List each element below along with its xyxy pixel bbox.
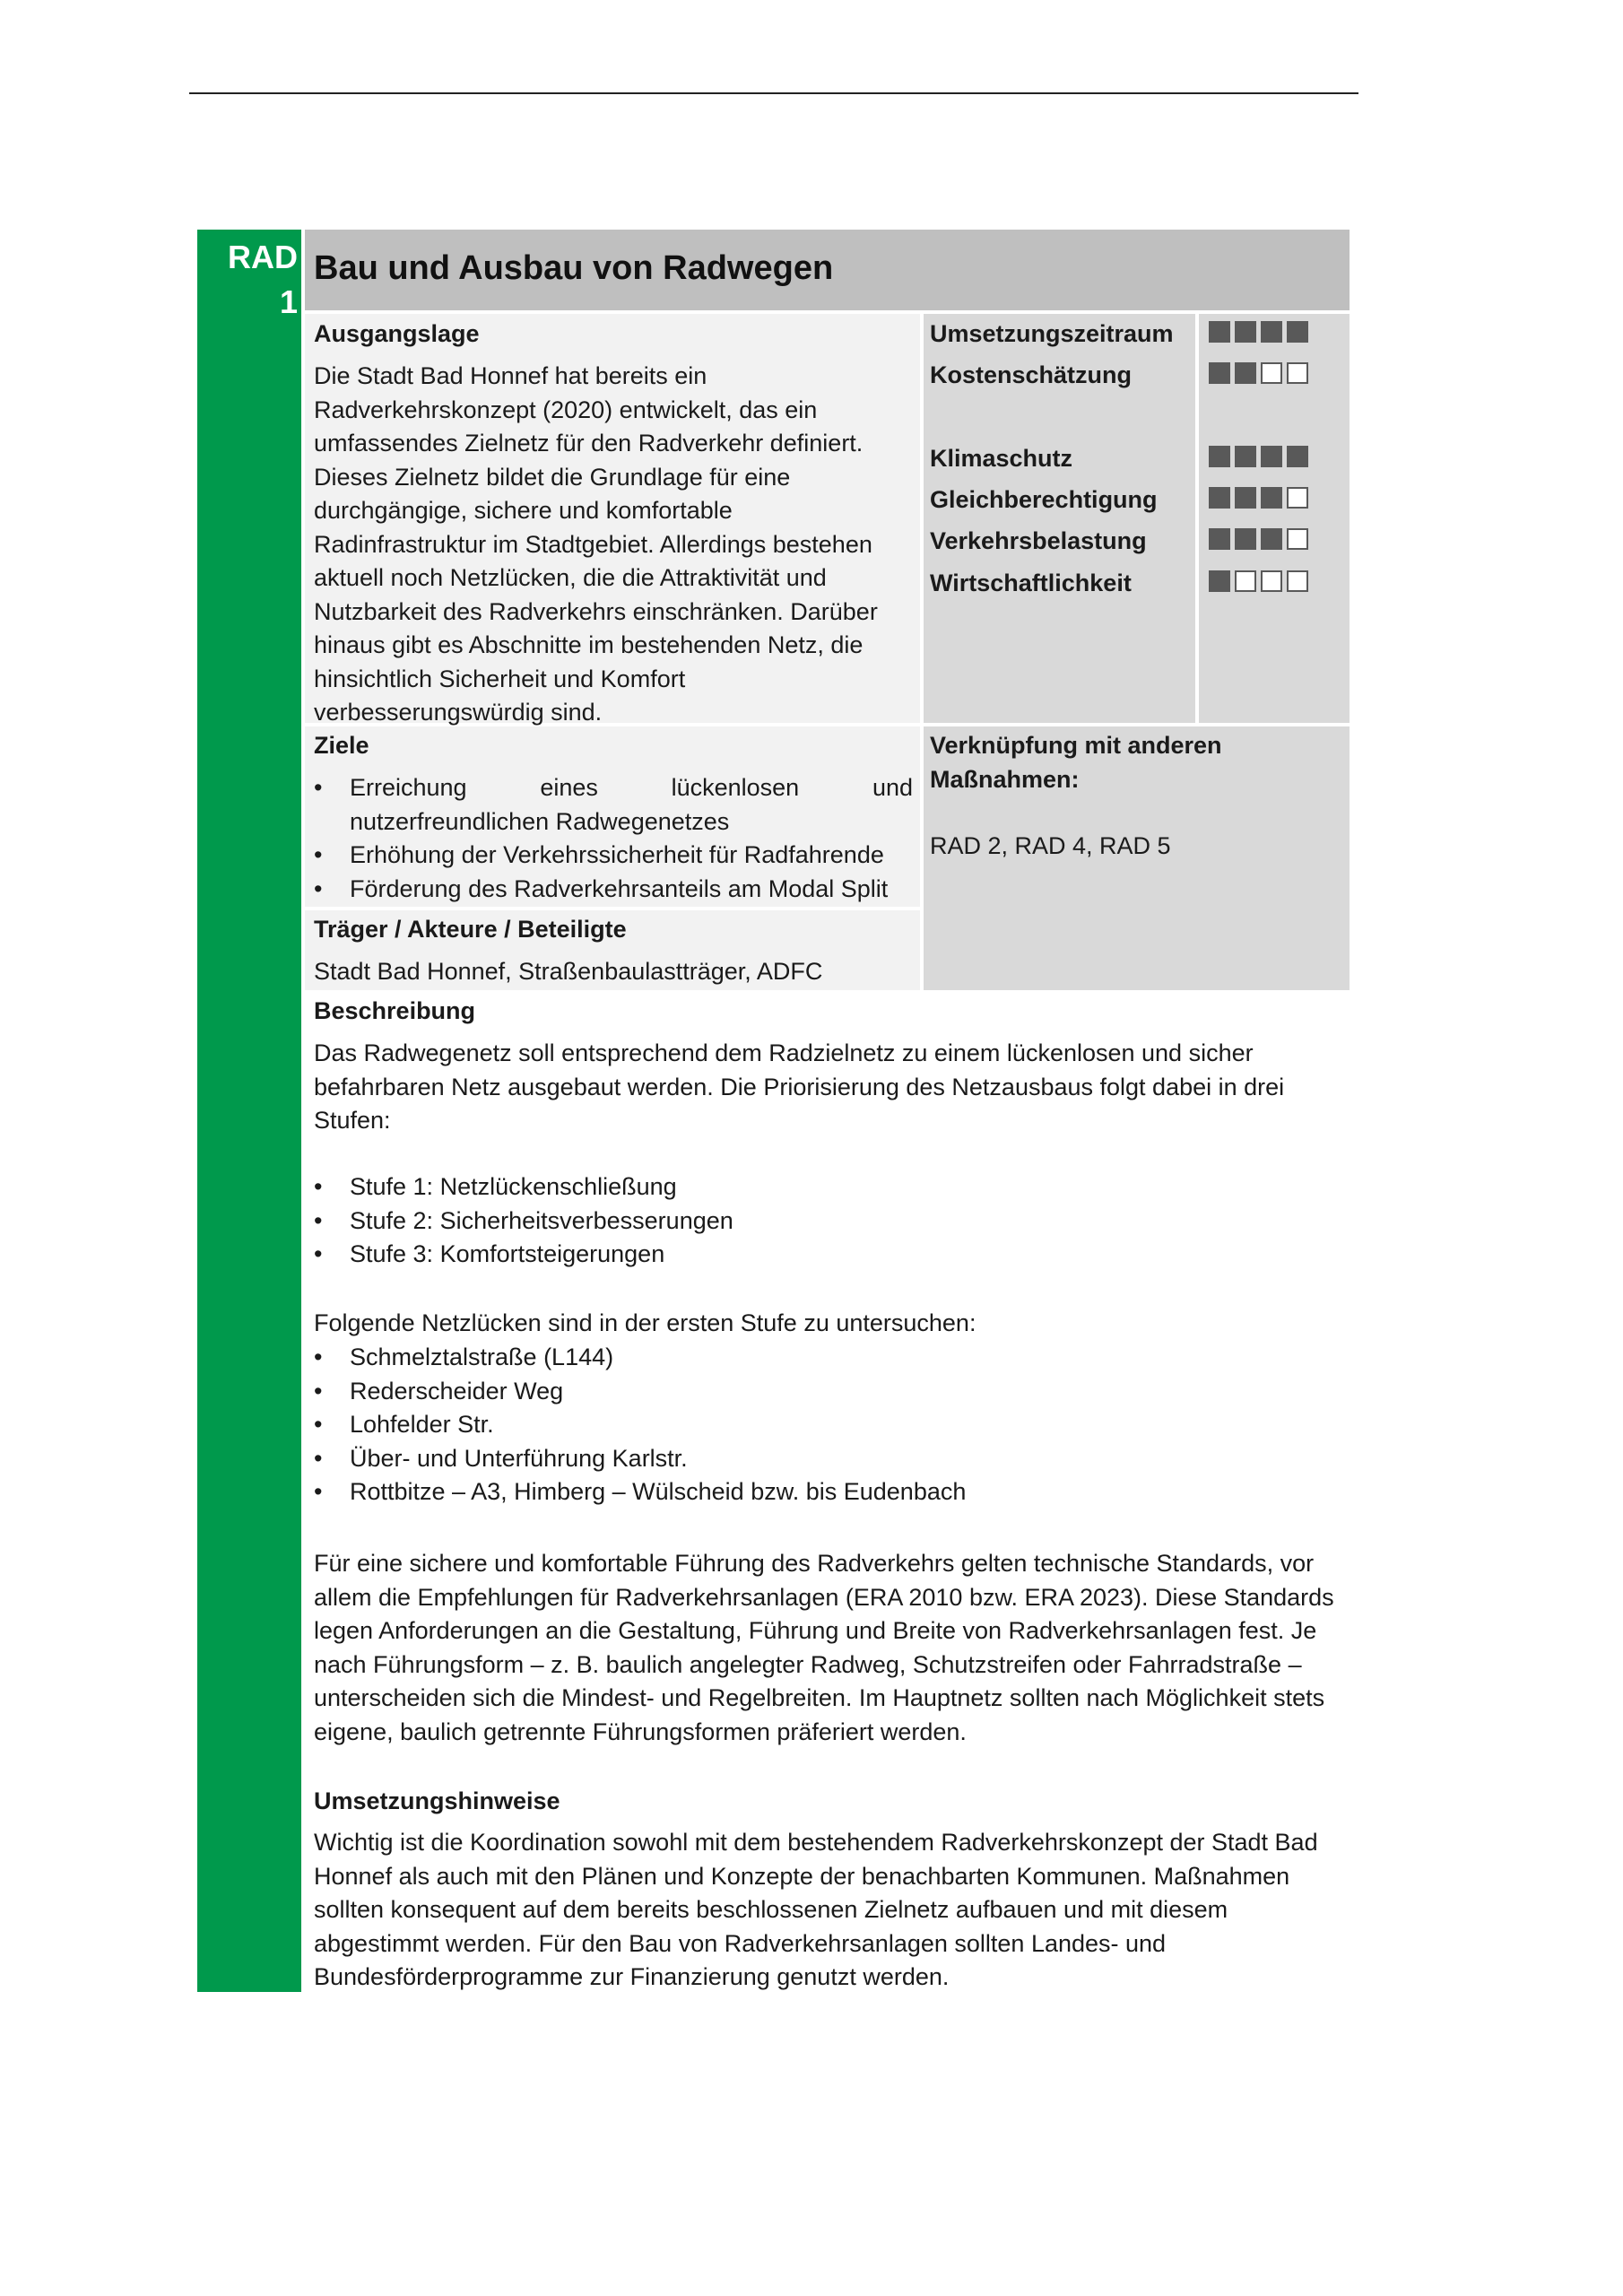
verknuepfung-text: RAD 2, RAD 4, RAD 5 — [930, 832, 1171, 859]
measure-code — [197, 235, 298, 325]
ziele-heading: Ziele — [314, 732, 369, 759]
verknuepfung-heading: Verknüpfung mit anderen Maßnahmen: — [930, 732, 1222, 793]
rating-square-filled — [1235, 487, 1256, 509]
ausgangslage-text: Die Stadt Bad Honnef hat bereits ein Radverkehrskonzept (2020) entwickelt, das ein umfassendes Zielnetz für den Radverkehr definiert. Dieses Zielnetz bildet die Grundlage für eine durchgängige, sichere und komfortable Radinfrastruktur im Stadtgebiet. Allerdings bestehen aktuell noch Netzlücken, die die Attraktivität und Nutzbarkeit des Radverkehrs einschränken. Darüber hinaus gibt es Abschnitte im bestehenden Netz, die hinsichtlich Sicherheit und Komfort verbesserungswürdig sind. — [314, 362, 878, 726]
umsetzung-text: Wichtig ist die Koordination sowohl mit dem bestehendem Radverkehrskonzept der Stadt Bad Honnef als auch mit den Plänen und Konzepte der benachbarten Kommunen. Maßnahmen sollten konsequent auf dem bereits beschlossenen Zielnetz aufbauen und mit diesem abgestimmt werden. Für den Bau von Radverkehrsanlagen sollten Landes- und Bundesförderprogramme zur Finanzierung genutzt werden. — [314, 1829, 1318, 1990]
beschreibung-heading: Beschreibung — [314, 997, 476, 1024]
traeger-text: Stadt Bad Honnef, Straßenbaulastträger, ADFC — [314, 958, 823, 985]
ausgangslage-heading: Ausgangslage — [314, 320, 480, 347]
rating-square-filled — [1235, 528, 1256, 550]
rating-square-empty — [1287, 487, 1308, 509]
measure-title: Bau und Ausbau von Radwegen — [314, 249, 834, 287]
rating-label-kostenschaetzung: Kostenschätzung — [930, 361, 1133, 388]
umsetzung-heading: Umsetzungshinweise — [314, 1787, 560, 1814]
rating-square-filled — [1209, 487, 1230, 509]
page-header-rule — [189, 92, 1358, 94]
rating-square-filled — [1261, 446, 1282, 467]
rating-square-filled — [1209, 321, 1230, 343]
rating-square-empty — [1287, 362, 1308, 384]
rating-label-verkehrsbelastung: Verkehrsbelastung — [930, 527, 1147, 554]
rating-squares — [1209, 446, 1308, 467]
standards-text: Für eine sichere und komfortable Führung des Radverkehrs gelten technische Standards, vor allem die Empfehlungen für Radverkehrsanlagen (ERA 2010 bzw. ERA 2023). Diese Standards legen Anforderungen an die Gestaltung, Führung und Breite von Radverkehrsanlagen fest. Je nach Führungsform – z. B. baulich angelegter Radweg, Schutzstreifen oder Fahrradstraße – unterscheiden sich die Mindest- und Regelbreiten. Im Hauptnetz sollten nach Möglichkeit stets eigene, baulich getrennte Führungsformen präferiert werden. — [314, 1550, 1334, 1745]
beschreibung-intro: Das Radwegenetz soll entsprechend dem Radzielnetz zu einem lückenlosen und sicher befahrbaren Netz ausgebaut werden. Die Priorisierung des Netzausbaus folgt dabei in drei Stufen: — [314, 1039, 1285, 1134]
measure-code-number: 1 — [279, 283, 298, 320]
netzluecke-item: • Über- und Unterführung Karlstr. — [314, 1442, 1345, 1476]
stufen-list — [314, 1170, 1345, 1272]
rating-squares — [1209, 362, 1308, 384]
stufe-item: • Stufe 2: Sicherheitsverbesserungen — [314, 1205, 1345, 1239]
rating-square-filled — [1261, 321, 1282, 343]
rating-square-filled — [1235, 446, 1256, 467]
rating-square-empty — [1287, 528, 1308, 550]
rating-squares — [1209, 528, 1308, 550]
stufe-item: • Stufe 1: Netzlückenschließung — [314, 1170, 1345, 1205]
traeger-heading: Träger / Akteure / Beteiligte — [314, 916, 627, 943]
rating-square-filled — [1209, 362, 1230, 384]
rating-square-filled — [1261, 487, 1282, 509]
rating-square-empty — [1261, 570, 1282, 592]
netzluecken-intro: Folgende Netzlücken sind in der ersten Stufe zu untersuchen: — [314, 1309, 976, 1336]
netzluecke-item: • Rederscheider Weg — [314, 1375, 1345, 1409]
rating-square-filled — [1261, 528, 1282, 550]
rating-label-gleichberechtigung: Gleichberechtigung — [930, 486, 1158, 513]
ziele-list — [314, 771, 913, 906]
netzluecke-item: • Schmelztalstraße (L144) — [314, 1341, 1345, 1375]
ziele-item: • Förderung des Radverkehrsanteils am Modal Split — [314, 873, 913, 907]
rating-squares — [1209, 321, 1308, 343]
rating-square-filled — [1235, 362, 1256, 384]
rating-label-wirtschaftlichkeit: Wirtschaftlichkeit — [930, 570, 1132, 596]
ziele-item: • Erreichung eines lückenlosen und nutzerfreundlichen Radwegenetzes — [314, 771, 913, 839]
rating-square-empty — [1287, 570, 1308, 592]
rating-square-filled — [1209, 528, 1230, 550]
rating-squares — [1209, 570, 1308, 592]
rating-square-filled — [1235, 321, 1256, 343]
rating-square-filled — [1209, 446, 1230, 467]
rating-square-filled — [1209, 570, 1230, 592]
netzluecken-list — [314, 1341, 1345, 1509]
measure-code-prefix: RAD — [228, 239, 298, 275]
rating-square-empty — [1261, 362, 1282, 384]
rating-squares — [1209, 487, 1308, 509]
category-sidebar — [197, 230, 301, 1992]
rating-label-umsetzungszeitraum: Umsetzungszeitraum — [930, 320, 1174, 347]
ziele-item: • Erhöhung der Verkehrssicherheit für Radfahrende — [314, 839, 913, 873]
stufe-item: • Stufe 3: Komfortsteigerungen — [314, 1238, 1345, 1272]
netzluecke-item: • Rottbitze – A3, Himberg – Wülscheid bzw. bis Eudenbach — [314, 1475, 1345, 1509]
rating-label-klimaschutz: Klimaschutz — [930, 445, 1073, 472]
rating-square-filled — [1287, 446, 1308, 467]
rating-square-empty — [1235, 570, 1256, 592]
rating-square-filled — [1287, 321, 1308, 343]
netzluecke-item: • Lohfelder Str. — [314, 1408, 1345, 1442]
